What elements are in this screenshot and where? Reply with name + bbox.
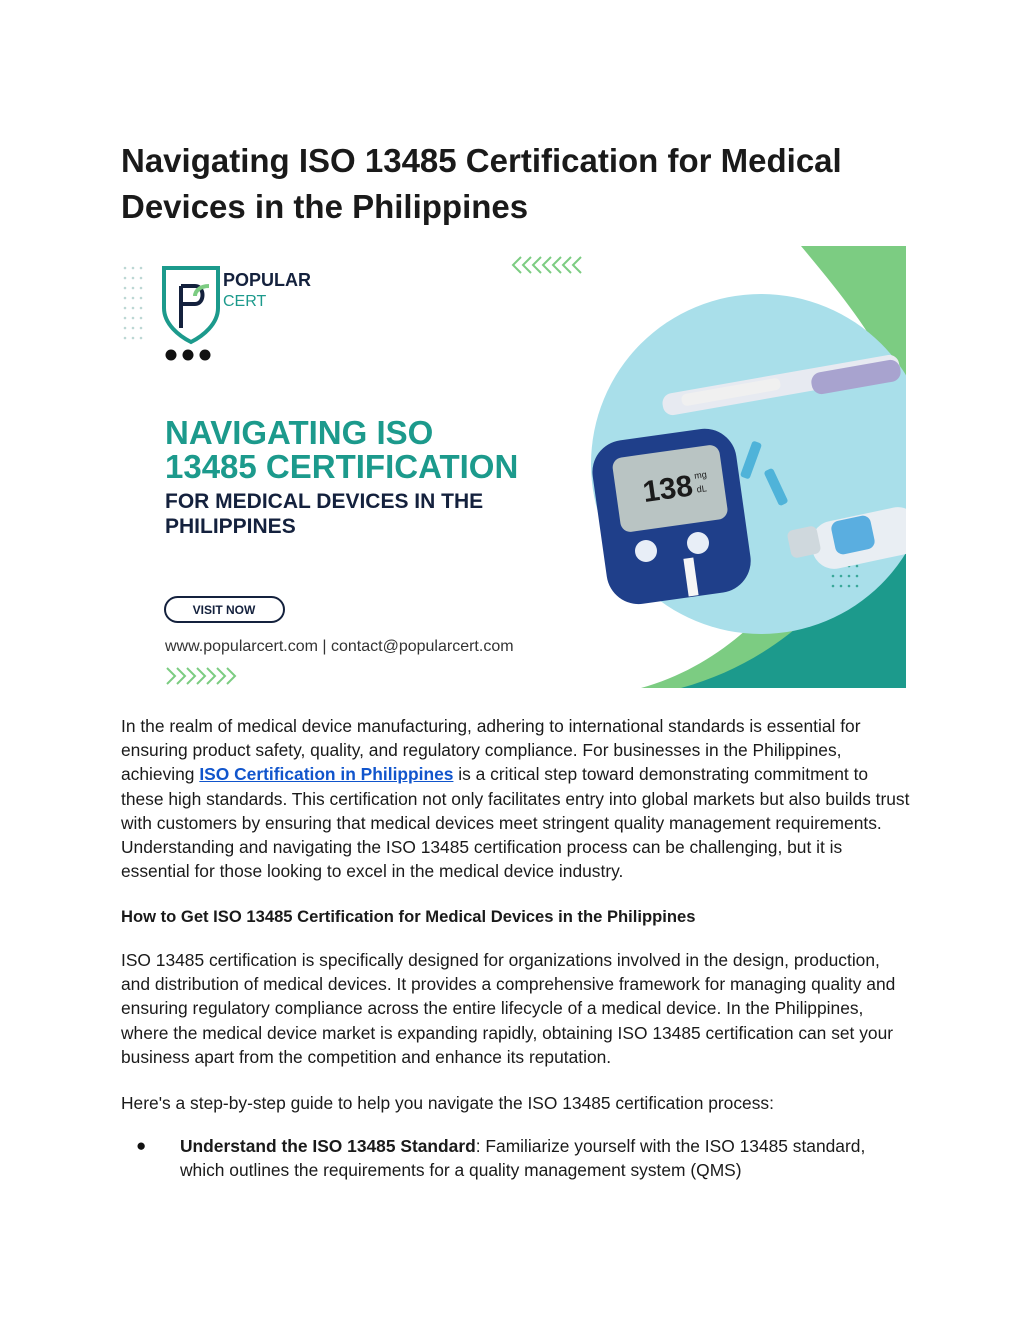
three-dots-icon bbox=[166, 350, 211, 361]
banner-headline-line2: 13485 CERTIFICATION bbox=[165, 448, 519, 485]
banner-image bbox=[121, 246, 906, 688]
banner-contact-line: www.popularcert.com | contact@popularcert.com bbox=[165, 638, 514, 655]
banner-sub-line2: PHILIPPINES bbox=[165, 515, 296, 538]
logo-text-bottom: CERT bbox=[223, 293, 267, 310]
banner-sub-line1: FOR MEDICAL DEVICES IN THE bbox=[165, 490, 484, 513]
meter-unit-bottom: dL bbox=[696, 483, 708, 495]
intro-text-after-link: is a critical step toward demonstrating commitment to these high standards. This certification not only facilitates entry into global markets but also builds trust with customers by ensuring that medical devices meet stringent quality management requirements. Understanding and navigating the ISO 13485 certification process can be challenging, but it is essential for those looking to excel in the medical device industry. bbox=[121, 764, 910, 882]
paragraph-2: ISO 13485 certification is specifically designed for organizations involved in the design, production, and distribution of medical devices. It provides a comprehensive framework for managing quality and ensuring regulatory compliance across the entire lifecycle of a medical device. In the Philippines, where the medical device market is expanding rapidly, obtaining ISO 13485 certification can set your business apart from the competition and enhance its reputation. bbox=[121, 950, 896, 1067]
logo-text-top: POPULAR bbox=[223, 270, 312, 290]
chevrons-bottom-icon bbox=[167, 668, 235, 684]
section-heading: How to Get ISO 13485 Certification for Medical Devices in the Philippines bbox=[121, 907, 696, 926]
intro-paragraph bbox=[121, 714, 911, 883]
glucose-meter-icon bbox=[588, 425, 755, 609]
dot-grid-left bbox=[124, 267, 143, 340]
bullet-marker: ● bbox=[136, 1136, 147, 1155]
iso-certification-link[interactable]: ISO Certification in Philippines bbox=[199, 764, 454, 785]
visit-now-label: VISIT NOW bbox=[192, 603, 256, 617]
banner-headline-line1: NAVIGATING ISO bbox=[165, 414, 434, 451]
list-item bbox=[180, 1134, 880, 1182]
intro-text-before-link: In the realm of medical device manufacturing, adhering to international standards is essential for ensuring product safety, quality, and regulatory compliance. For businesses in the Philippines, achieving bbox=[121, 716, 861, 785]
list-item-bold: Understand the ISO 13485 Standard bbox=[180, 1136, 476, 1156]
chevrons-top-icon bbox=[513, 257, 581, 273]
page-title: Navigating ISO 13485 Certification for Medical Devices in the Philippines bbox=[121, 142, 842, 225]
meter-unit-top: mg bbox=[693, 469, 708, 481]
popular-cert-logo-icon bbox=[164, 268, 218, 342]
meter-reading: 138 bbox=[640, 469, 695, 510]
list-item-text: : Familiarize yourself with the ISO 13485 standard, which outlines the requirements for a quality management system (QMS) bbox=[180, 1136, 866, 1181]
paragraph-3: Here's a step-by-step guide to help you navigate the ISO 13485 certification process: bbox=[121, 1093, 774, 1113]
